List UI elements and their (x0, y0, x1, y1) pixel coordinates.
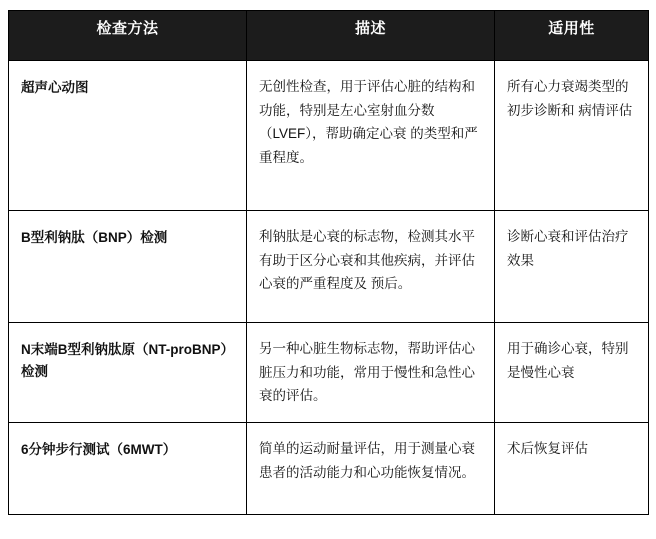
cell-description: 简单的运动耐量评估，用于测量心衰患者的活动能力和心功能恢复情况。 (247, 423, 495, 515)
cell-method: 超声心动图 (9, 61, 247, 211)
column-header-description: 描述 (247, 11, 495, 61)
cell-method: N末端B型利钠肽原（NT-proBNP）检测 (9, 323, 247, 423)
column-header-method: 检查方法 (9, 11, 247, 61)
cell-description: 利钠肽是心衰的标志物，检测其水平有助于区分心衰和其他疾病，并评估心衰的严重程度及 预后。 (247, 211, 495, 323)
table-header (9, 11, 649, 61)
cell-description: 无创性检查，用于评估心脏的结构和功能，特别是左心室射血分数（LVEF），帮助确定心衰 的类型和严重程度。 (247, 61, 495, 211)
table-row (9, 61, 649, 211)
cell-method: B型利钠肽（BNP）检测 (9, 211, 247, 323)
cell-applicability: 术后恢复评估 (495, 423, 649, 515)
column-header-applicability: 适用性 (495, 11, 649, 61)
cell-method: 6分钟步行测试（6MWT） (9, 423, 247, 515)
cell-applicability: 诊断心衰和评估治疗效果 (495, 211, 649, 323)
cell-applicability: 用于确诊心衰，特别是慢性心衰 (495, 323, 649, 423)
table-row (9, 423, 649, 515)
cell-applicability: 所有心力衰竭类型的初步诊断和 病情评估 (495, 61, 649, 211)
table-row (9, 211, 649, 323)
cell-description: 另一种心脏生物标志物，帮助评估心脏压力和功能，常用于慢性和急性心衰的评估。 (247, 323, 495, 423)
table-row (9, 323, 649, 423)
exam-methods-table (8, 10, 649, 515)
table-header-row (9, 11, 649, 61)
table-body (9, 61, 649, 515)
